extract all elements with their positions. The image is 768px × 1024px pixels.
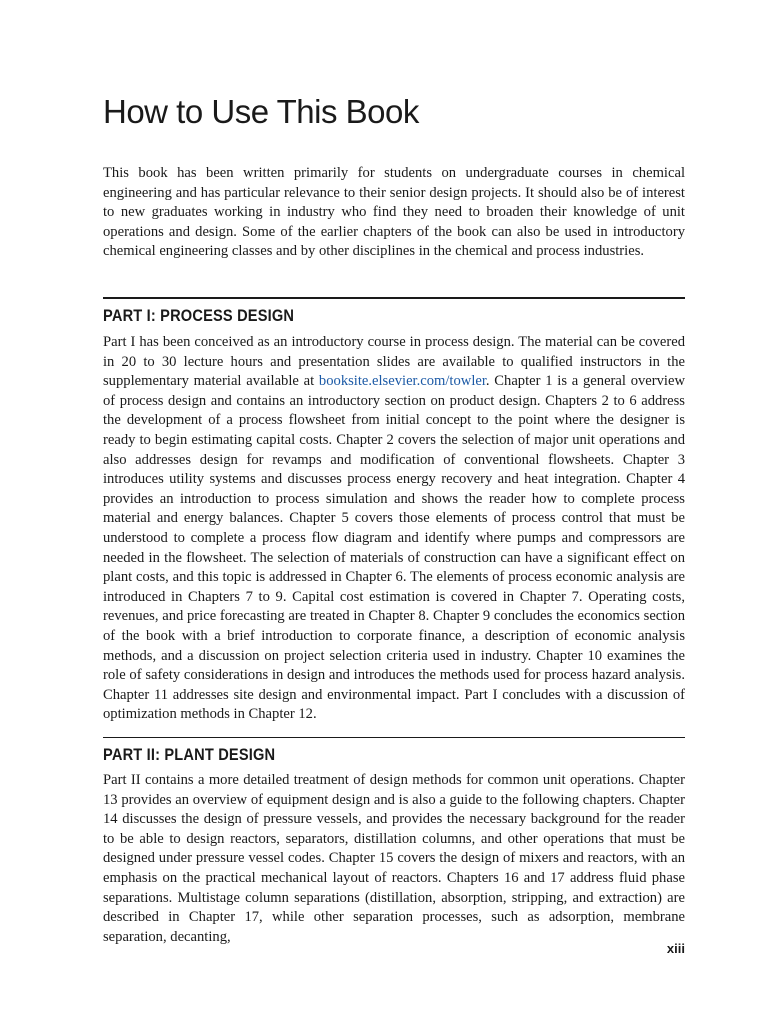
part1-paragraph <box>103 333 685 725</box>
chapter-title: How to Use This Book <box>103 93 419 130</box>
page-number: xiii <box>666 941 685 956</box>
part1-text-end: . Chapter 1 is a general overview of process design and contains an introductory section on product design. Chapters 2 to 6 address the development of a process flowsheet from initial concept to the point where the designer is ready to begin estimating capital costs. Chapter 2 covers the selection of major unit operations and also addresses design for revamps and modification of conventional flowsheets. Chapter 3 introduces utility systems and discusses process energy recovery and heat integration. Chapter 4 provides an introduction to process simulation and shows the reader how to complete process material and energy balances. Chapter 5 covers those elements of process control that must be understood to complete a process flow diagram and identify where pumps and compressors are needed in the flowsheet. The selection of materials of construction can have a significant effect on plant costs, and this topic is addressed in Chapter 6. The elements of process economic analysis are introduced in Chapters 7 to 9. Capital cost estimation is covered in Chapter 7. Operating costs, revenues, and price forecasting are treated in Chapter 8. Chapter 9 concludes the economics section of the book with a brief introduction to corporate finance, a description of economic analysis methods, and a discussion on project selection criteria used in industry. Chapter 10 examines the role of safety considerations in design and introduces the methods used for process hazard analysis. Chapter 11 addresses site design and environmental impact. Part I concludes with a discussion of optimization methods in Chapter 12. <box>103 373 685 723</box>
part2-paragraph: Part II contains a more detailed treatment of design methods for common unit operations. Chapter 13 provides an overview of equipment design and is also a guide to the following chapters. Chapter 14 discusses the design of pressure vessels, and provides the necessary background for the reader to be able to design reactors, separators, distillation columns, and other operations that must be designed under pressure vessel codes. Chapter 15 covers the design of mixers and reactors, with an emphasis on the practical mechanical layout of reactors. Chapters 16 and 17 address fluid phase separations. Multistage column separations (distillation, absorption, stripping, and extraction) are described in Chapter 17, while other separation processes, such as adsorption, membrane separation, decanting, <box>103 772 685 945</box>
section-divider-part1 <box>103 297 685 299</box>
booksite-link[interactable]: booksite.elsevier.com/towler <box>318 373 486 390</box>
section-divider-part2 <box>103 737 685 738</box>
book-page <box>103 0 685 1024</box>
section-heading-part2: PART II: PLANT DESIGN <box>103 745 276 764</box>
part1-text-start: Part I has been conceived as an introductory course in process design. The material can be covered in 20 to 30 lecture hours and presentation slides are available to qualified instructors in the supplementary material available at <box>103 334 685 390</box>
section-heading-part1: PART I: PROCESS DESIGN <box>103 306 295 325</box>
intro-paragraph: This book has been written primarily for students on undergraduate courses in chemical engineering and has particular relevance to their senior design projects. It should also be of interest to new graduates working in industry who find they need to broaden their knowledge of unit operations and design. Some of the earlier chapters of the book can also be used in introductory chemical engineering classes and by other disciplines in the chemical and process industries. <box>103 165 685 260</box>
